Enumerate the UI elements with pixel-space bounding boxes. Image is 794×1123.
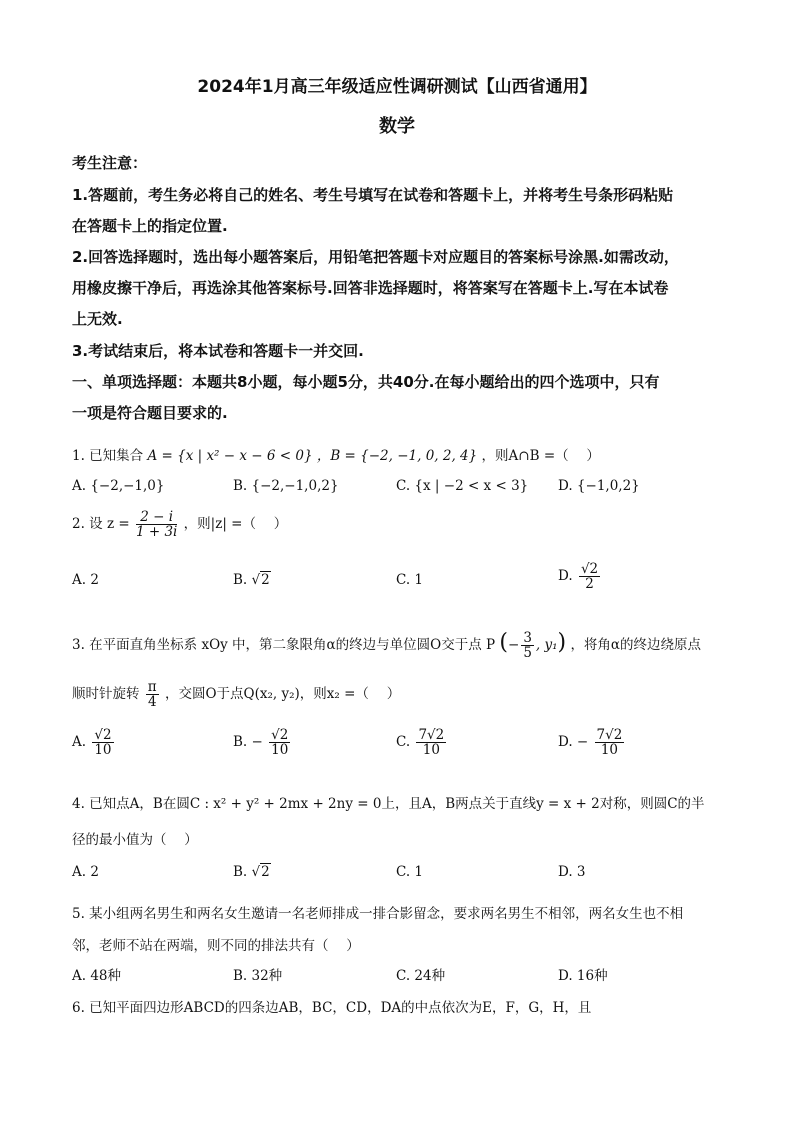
- notice-item-1-line-2: 在答题卡上的指定位置.: [72, 217, 228, 235]
- question-2-stem: [72, 510, 287, 539]
- q5-option-d: D. 16种: [558, 968, 608, 984]
- q3-option-d-label: D. −: [558, 734, 589, 751]
- notice-item-1-line-1: 1.答题前，考生务必将自己的姓名、考生号填写在试卷和答题卡上，并将考生号条形码粘贴: [72, 186, 674, 204]
- section-1-heading-cont: 一项是符合题目要求的.: [72, 404, 228, 422]
- q1-set-b: ，B = {−2, −1, 0, 2, 4}: [316, 448, 478, 464]
- q2-option-b: [233, 572, 271, 588]
- q4-option-b: [233, 864, 271, 880]
- q3-option-c: [396, 728, 448, 757]
- q3-option-b-numerator: √2: [271, 727, 289, 743]
- q2-option-d-denominator: 2: [585, 576, 594, 593]
- page-title: 2024年1月高三年级适应性调研测试【山西省通用】: [197, 77, 597, 97]
- q1-option-c: C. {x | −2 < x < 3}: [396, 478, 529, 494]
- q1-option-d: D. {−1,0,2}: [558, 478, 640, 494]
- q4-option-b-sqrt: √2: [251, 864, 270, 880]
- q3-option-c-denominator: 10: [422, 742, 440, 759]
- q3-option-d-fraction: [595, 728, 625, 757]
- q5-option-c: C. 24种: [396, 968, 446, 984]
- q3-option-b: [233, 728, 292, 757]
- q3-option-d: [558, 728, 626, 757]
- q2-option-b-sqrt: √2: [251, 572, 270, 588]
- q3-option-a-denominator: 10: [94, 742, 112, 759]
- q2-suffix: ，则|z| =（ ）: [183, 516, 288, 533]
- q2-option-b-label: B.: [233, 572, 248, 588]
- q1-option-a: A. {−2,−1,0}: [72, 478, 165, 494]
- q2-option-a: A. 2: [72, 572, 99, 588]
- q2-fraction-denominator: 1 + 3i: [135, 524, 178, 541]
- question-4-stem-line-1: 4. 已知点A，B在圆C : x² + y² + 2mx + 2ny = 0上，且A，B两点关于直线y = x + 2对称，则圆C的半: [72, 796, 705, 812]
- q4-option-a: A. 2: [72, 864, 99, 880]
- q1-option-b: B. {−2,−1,0,2}: [233, 478, 339, 494]
- q3-option-a-fraction: [92, 728, 113, 757]
- q3-line1-suffix: ，将角α的终边绕原点: [570, 637, 702, 653]
- q3-rotation-numerator: π: [147, 679, 157, 695]
- notice-heading: 考生注意：: [72, 154, 148, 172]
- q3-line2-suffix: ，交圆O于点Q(x₂, y₂)，则x₂ =（ ）: [164, 686, 401, 703]
- q3-option-b-label: B. −: [233, 734, 263, 751]
- q3-point-denominator: 5: [523, 645, 532, 661]
- q3-line1-prefix: 3. 在平面直角坐标系 xOy 中，第二象限角α的终边与单位圆O交于点 P: [72, 637, 496, 653]
- question-5-stem-line-1: 5. 某小组两名男生和两名女生邀请一名老师排成一排合影留念，要求两名男生不相邻，两名女生也不相: [72, 906, 684, 922]
- q2-option-c: C. 1: [396, 572, 424, 588]
- question-1-stem: [72, 444, 600, 464]
- q2-prefix: 2. 设 z =: [72, 516, 130, 533]
- q1-suffix: ，则A∩B =（ ）: [481, 448, 600, 464]
- q5-option-a: A. 48种: [72, 968, 122, 984]
- q2-fraction: [136, 510, 177, 539]
- q4-option-d: D. 3: [558, 864, 586, 880]
- question-5-stem-line-2: 邻，老师不站在两端，则不同的排法共有（ ）: [72, 938, 360, 954]
- subject-title: 数学: [379, 116, 415, 137]
- q3-option-c-fraction: [416, 728, 446, 757]
- q3-option-b-denominator: 10: [271, 742, 289, 759]
- q2-fraction-numerator: 2 − i: [136, 510, 177, 525]
- q3-option-c-numerator: 7√2: [418, 727, 445, 743]
- q4-option-c: C. 1: [396, 864, 424, 880]
- q2-option-d-label: D.: [558, 568, 573, 585]
- notice-item-2-line-3: 上无效.: [72, 310, 123, 328]
- q3-option-b-fraction: [269, 728, 290, 757]
- q3-option-c-label: C.: [396, 734, 411, 751]
- q3-rotation-fraction: [146, 680, 159, 709]
- section-1-heading: 一、单项选择题：本题共8小题，每小题5分，共40分.在每小题给出的四个选项中，只有: [72, 373, 660, 391]
- question-6-stem-line-1: 6. 已知平面四边形ABCD的四条边AB，BC，CD，DA的中点依次为E，F，G，H，且: [72, 1000, 592, 1016]
- q3-point-numerator: 3: [523, 629, 532, 646]
- question-3-stem-line-1: 3. 在平面直角坐标系 xOy 中，第二象限角α的终边与单位圆O交于点 P (− $\frac{3}{5}$ , y₁) ，将角α的终边绕原点: [72, 629, 702, 661]
- q2-option-b-radicand: 2: [261, 572, 270, 588]
- q3-option-a-numerator: √2: [94, 727, 112, 743]
- q2-option-d-fraction: [579, 562, 600, 591]
- q2-option-d-numerator: √2: [580, 561, 599, 577]
- notice-item-3: 3.考试结束后，将本试卷和答题卡一并交回.: [72, 342, 364, 360]
- q1-prefix: 1. 已知集合: [72, 448, 144, 464]
- q4-option-b-radicand: 2: [261, 864, 270, 880]
- q3-option-a: [72, 728, 116, 757]
- q3-option-d-denominator: 10: [600, 742, 619, 759]
- q3-option-a-label: A.: [72, 734, 87, 751]
- q1-set-a: A = {x | x² − x − 6 < 0}: [147, 448, 313, 464]
- q3-line2-prefix: 顺时针旋转: [72, 686, 140, 703]
- q3-point-fraction: [521, 631, 534, 660]
- question-3-stem-line-2: [72, 680, 400, 709]
- q3-rotation-denominator: 4: [147, 694, 157, 711]
- notice-item-2-line-2: 用橡皮擦干净后，再选涂其他答案标号.回答非选择题时，将答案写在答题卡上.写在本试卷: [72, 279, 669, 297]
- q5-option-b: B. 32种: [233, 968, 283, 984]
- q2-option-d: [558, 562, 602, 591]
- q4-option-b-label: B.: [233, 864, 248, 880]
- question-4-stem-line-2: 径的最小值为（ ）: [72, 832, 198, 848]
- notice-item-2-line-1: 2.回答选择题时，选出每小题答案后，用铅笔把答题卡对应题目的答案标号涂黑.如需改动，: [72, 248, 679, 266]
- q3-option-d-numerator: 7√2: [596, 727, 623, 743]
